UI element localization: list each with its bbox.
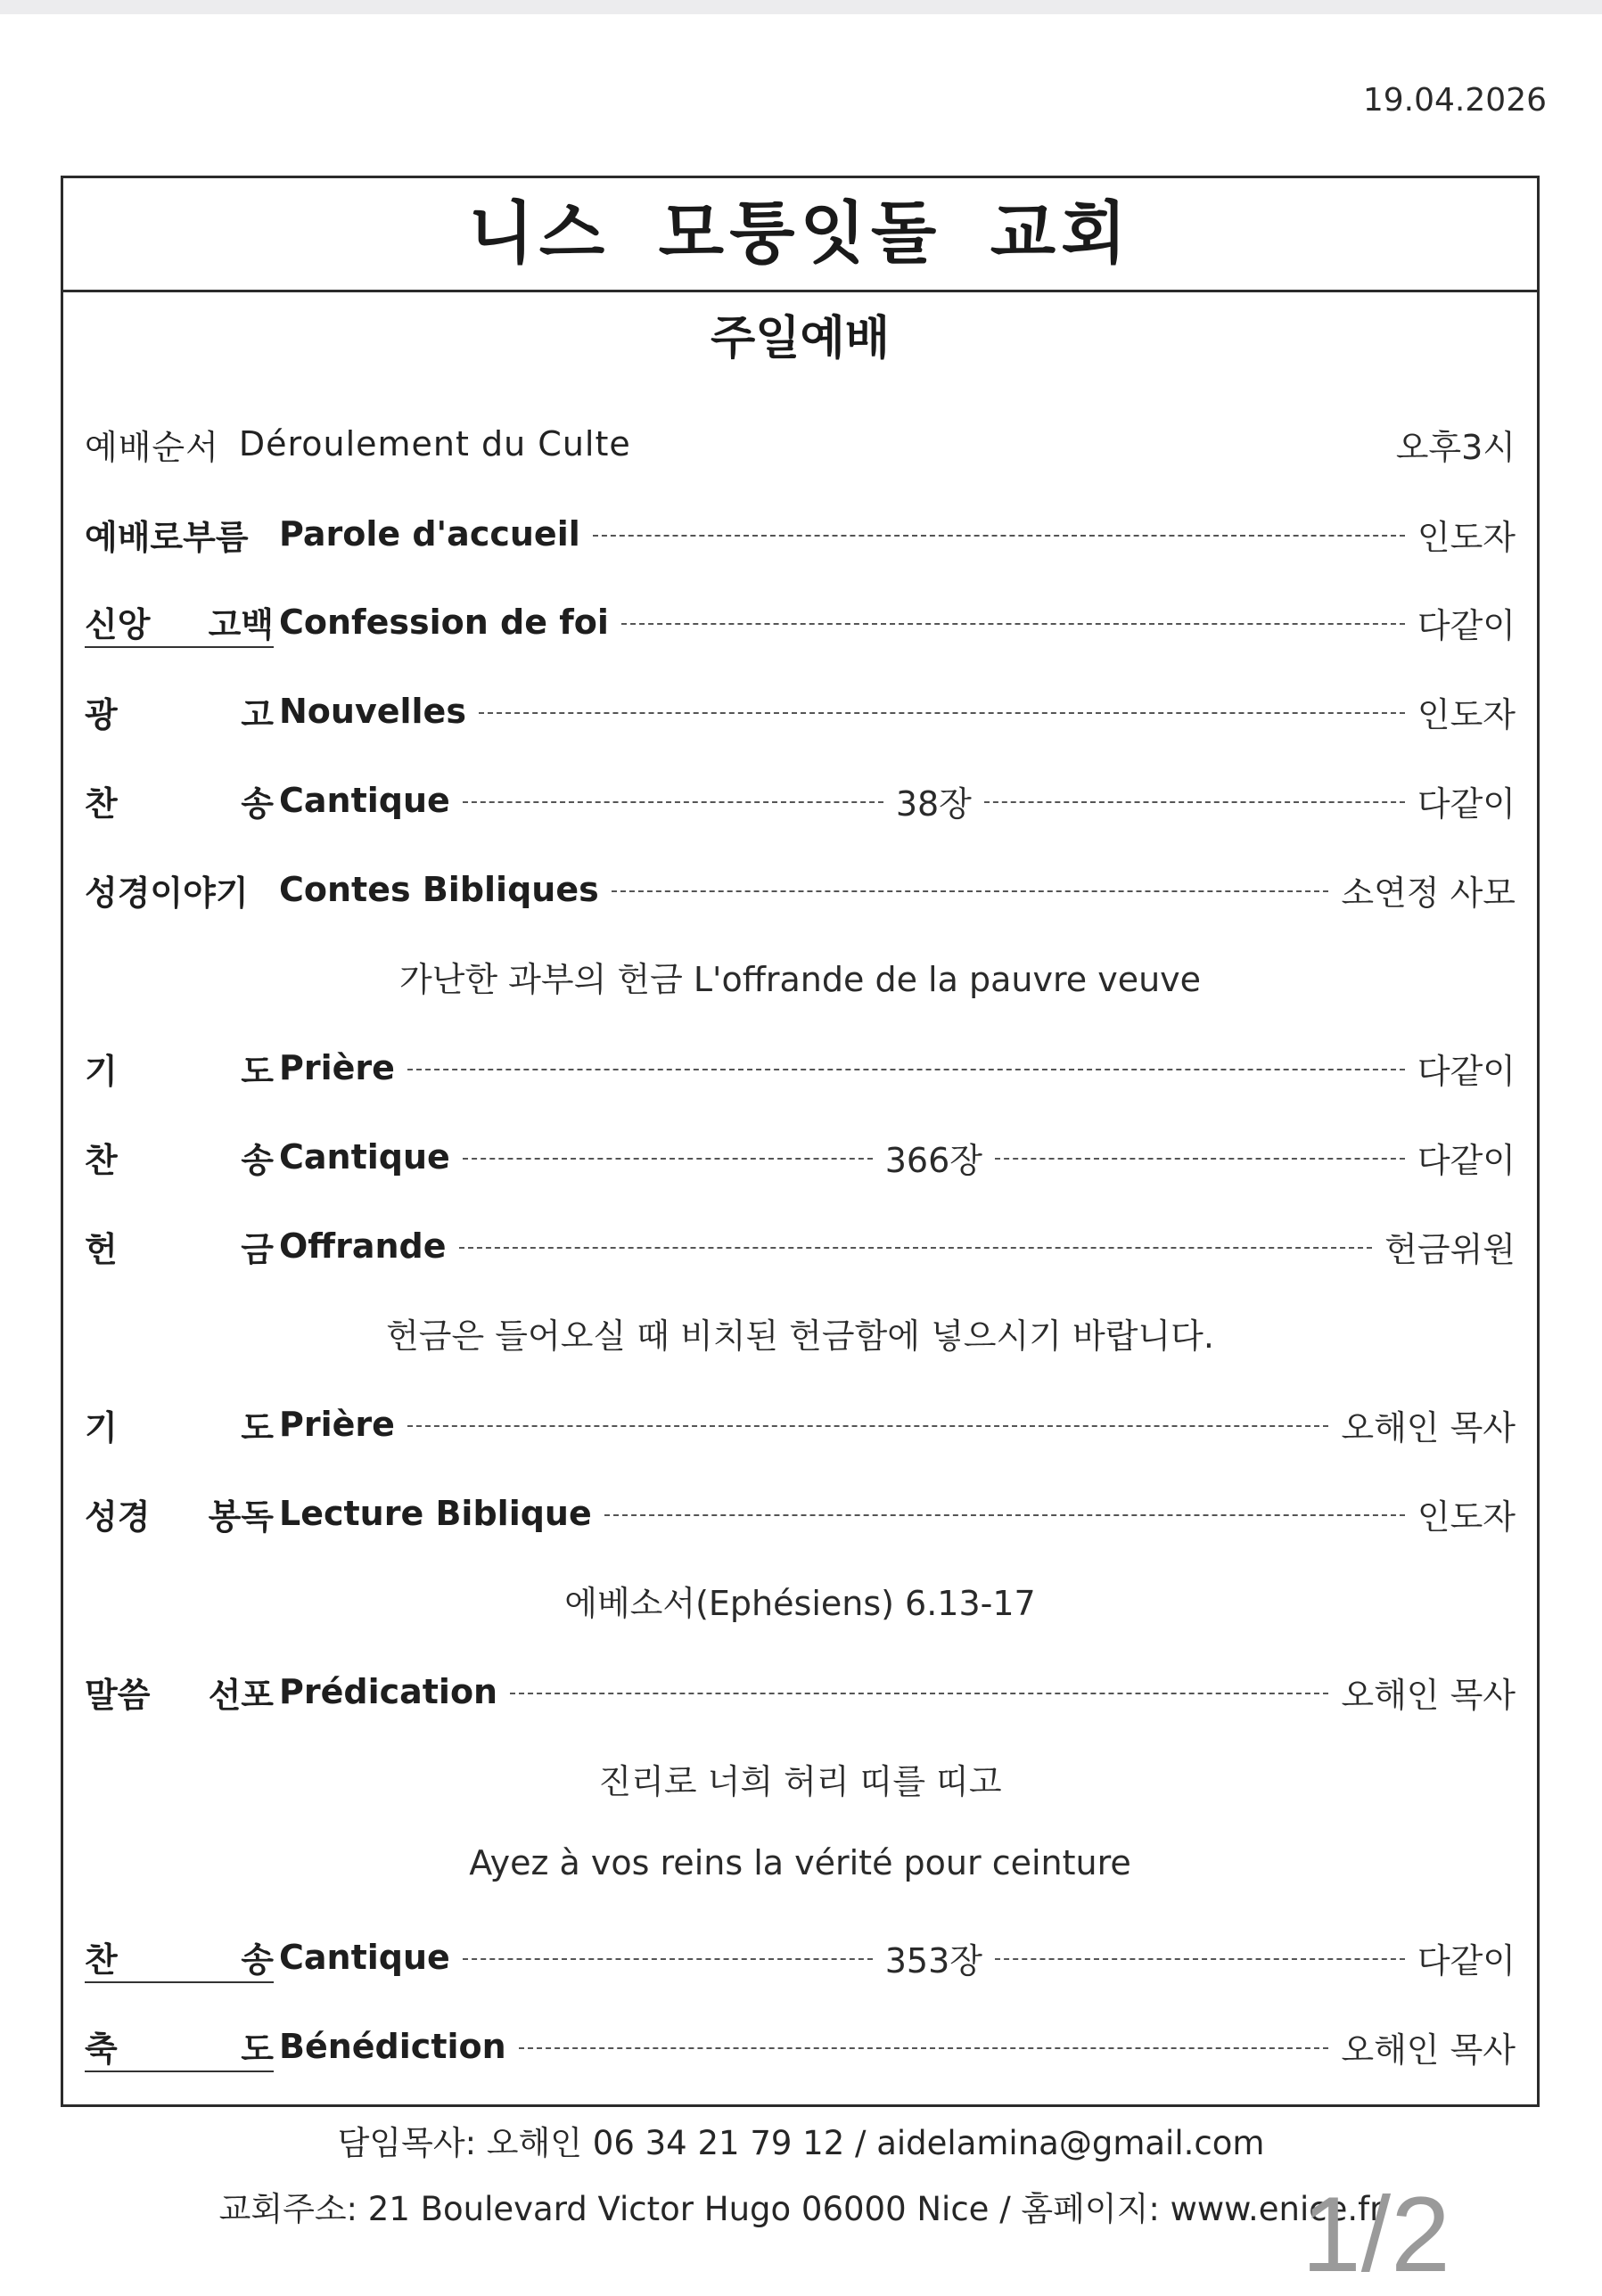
order-item-leader: 다같이	[1417, 783, 1516, 824]
leader-dots	[995, 1958, 1405, 1960]
sermon-title-ko: 진리로 너희 허리 띠를 띠고	[598, 1762, 1002, 1801]
order-item-ko: 신앙 고백	[85, 597, 274, 648]
leader-dots	[612, 890, 1329, 892]
order-item-fr: Nouvelles	[279, 692, 466, 731]
order-item-leader: 헌금위원	[1384, 1229, 1516, 1269]
order-item-ko: 축 도	[85, 2021, 274, 2072]
order-item-fr: Parole d'accueil	[279, 514, 580, 554]
leader-dots	[463, 801, 883, 803]
order-item	[85, 594, 1516, 651]
order-item	[85, 683, 1516, 740]
page-number: 1/2	[1302, 2175, 1450, 2294]
order-item-fr: Cantique	[279, 1938, 450, 1977]
order-item-ko: 예배로부름	[85, 517, 249, 557]
offering-note: 헌금은 들어오실 때 비치된 헌금함에 넣으시기 바랍니다.	[386, 1316, 1214, 1356]
order-item-fr: Confession de foi	[279, 603, 609, 642]
leader-dots	[519, 2047, 1329, 2049]
order-item-leader: 다같이	[1417, 1051, 1516, 1091]
order-item-leader: 인도자	[1417, 1496, 1516, 1537]
leader-dots	[604, 1514, 1405, 1516]
order-item-ko: 찬 송	[85, 1140, 274, 1180]
scripture-reference: 에베소서(Ephésiens) 6.13-17	[564, 1584, 1036, 1623]
order-item-fr: Lecture Biblique	[279, 1494, 592, 1533]
order-item	[85, 1039, 1516, 1096]
pastor-contact: 담임목사: 오해인 06 34 21 79 12 / aidelamina@gmail.com	[337, 2124, 1265, 2162]
leader-dots	[407, 1069, 1405, 1070]
order-item	[85, 772, 1516, 829]
order-item-ko: 기 도	[85, 1407, 274, 1447]
order-item-fr: Offrande	[279, 1226, 447, 1266]
order-item-leader: 다같이	[1417, 1140, 1516, 1180]
order-item-ko: 광 고	[85, 694, 274, 734]
leader-dots	[407, 1425, 1328, 1427]
order-item	[85, 1929, 1516, 1986]
order-item-fr: Prédication	[279, 1672, 498, 1711]
order-item-leader: 인도자	[1417, 517, 1516, 557]
order-item-leader: 오해인 목사	[1341, 2030, 1516, 2070]
order-item-fr: Bénédiction	[279, 2027, 506, 2066]
order-item-fr: Prière	[279, 1048, 395, 1087]
order-item-leader: 다같이	[1417, 1940, 1516, 1980]
service-time: 오후3시	[1395, 427, 1516, 467]
order-header	[85, 415, 1516, 472]
church-address: 교회주소: 21 Boulevard Victor Hugo 06000 Nice / 홈페이지: www.enice.fr	[218, 2190, 1384, 2228]
service-title: 주일예배	[711, 312, 890, 365]
order-item	[85, 505, 1516, 562]
order-item-leader: 소연정 사모	[1341, 873, 1516, 913]
story-title: 가난한 과부의 헌금 L'offrande de la pauvre veuve	[398, 960, 1202, 999]
order-item-ko: 헌 금	[85, 1229, 274, 1269]
order-item	[85, 1396, 1516, 1453]
bulletin-frame	[61, 176, 1540, 2107]
church-name: 니스 모퉁잇돌 교회	[63, 178, 1537, 292]
leader-dots	[459, 1247, 1373, 1249]
order-item-fr: Prière	[279, 1405, 395, 1444]
order-item	[85, 861, 1516, 918]
leader-dots	[593, 535, 1405, 537]
sermon-title-fr: Ayez à vos reins la vérité pour ceinture	[469, 1843, 1131, 1882]
order-item	[85, 1663, 1516, 1720]
hymn-number: 38장	[895, 783, 972, 824]
date: 19.04.2026	[1362, 82, 1547, 119]
order-item	[85, 1128, 1516, 1185]
order-item-fr: Contes Bibliques	[279, 870, 599, 909]
order-item-leader: 오해인 목사	[1341, 1407, 1516, 1447]
order-item-ko: 성경 봉독	[85, 1496, 274, 1537]
order-item	[85, 1485, 1516, 1542]
order-item-leader: 인도자	[1417, 694, 1516, 734]
leader-dots	[984, 801, 1405, 803]
order-item-ko: 찬 송	[85, 1932, 274, 1983]
viewer-top-bar	[0, 0, 1602, 14]
leader-dots	[479, 712, 1405, 714]
order-item-leader: 다같이	[1417, 605, 1516, 645]
order-item-ko: 성경이야기	[85, 873, 249, 913]
order-header-fr: Déroulement du Culte	[238, 424, 631, 463]
order-item-ko: 기 도	[85, 1051, 274, 1091]
order-header-ko: 예배순서	[85, 427, 219, 467]
order-item-leader: 오해인 목사	[1341, 1675, 1516, 1715]
order-item-fr: Cantique	[279, 781, 450, 820]
order-item	[85, 1218, 1516, 1275]
leader-dots	[995, 1158, 1405, 1160]
leader-dots	[463, 1958, 873, 1960]
order-item-fr: Cantique	[279, 1137, 450, 1177]
order-item	[85, 2018, 1516, 2075]
hymn-number: 353장	[884, 1940, 982, 1980]
hymn-number: 366장	[884, 1140, 982, 1180]
order-item-ko: 찬 송	[85, 783, 274, 824]
leader-dots	[510, 1693, 1328, 1694]
order-item-ko: 말씀 선포	[85, 1675, 274, 1715]
leader-dots	[463, 1158, 873, 1160]
leader-dots	[621, 623, 1405, 625]
